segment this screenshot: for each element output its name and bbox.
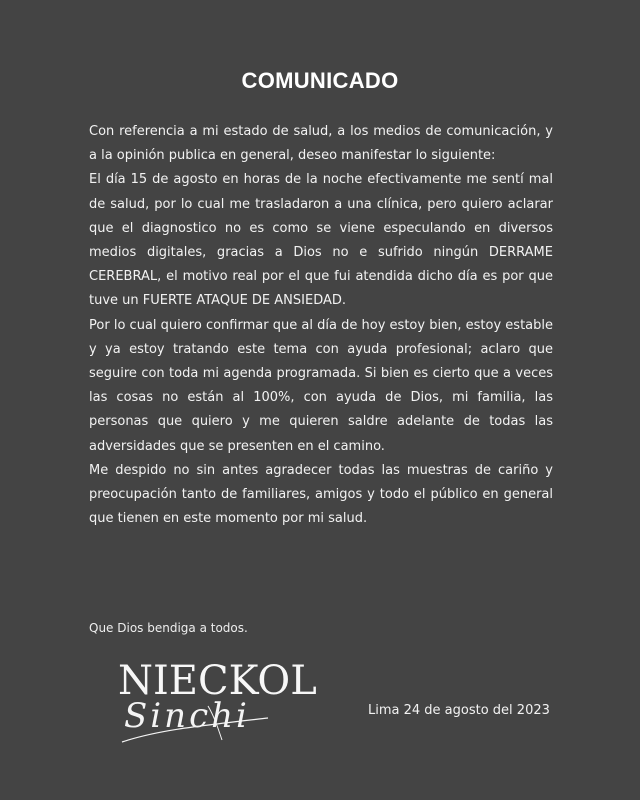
- paragraph-status: Por lo cual quiero confirmar que al día de hoy estoy bien, estoy estable y ya estoy tratando este tema con ayuda profesional; aclaro que seguire con toda mi agenda programada. Si bien es cierto que a veces las cosas no están al 100%, con ayuda de Dios, mi familia, las personas que quiero y me quieren saldre adelante de todas las adversidades que se presenten en el camino.: [89, 317, 553, 454]
- document-title: COMUNICADO: [241, 68, 399, 93]
- statement-body: [89, 120, 553, 531]
- paragraph-intro: Con referencia a mi estado de salud, a los medios de comunicación, y a la opinión publica en general, deseo manifestar lo siguiente:: [89, 124, 553, 164]
- paragraph-thanks: Me despido no sin antes agradecer todas las muestras de cariño y preocupación tanto de familiares, amigos y todo el público en general que tienen en este momento por mi salud.: [89, 462, 553, 527]
- signature-flourish-icon: [118, 656, 308, 748]
- document-date: Lima 24 de agosto del 2023: [368, 703, 550, 718]
- signature-last-name: Sinchi: [124, 696, 250, 736]
- signature-first-name: NIECKOL: [118, 658, 317, 704]
- paragraph-incident: El día 15 de agosto en horas de la noche efectivamente me sentí mal de salud, por lo cual me trasladaron a una clínica, pero quiero aclarar que el diagnostico no es como se viene especulando en diversos medios digitales, gracias a Dios no e sufrido ningún DERRAME CEREBRAL, el motivo real por el que fui atendida dicho día es por que tuve un FUERTE ATAQUE DE ANSIEDAD.: [89, 172, 553, 309]
- signature-logo: [118, 656, 317, 748]
- closing-blessing: Que Dios bendiga a todos.: [89, 621, 248, 635]
